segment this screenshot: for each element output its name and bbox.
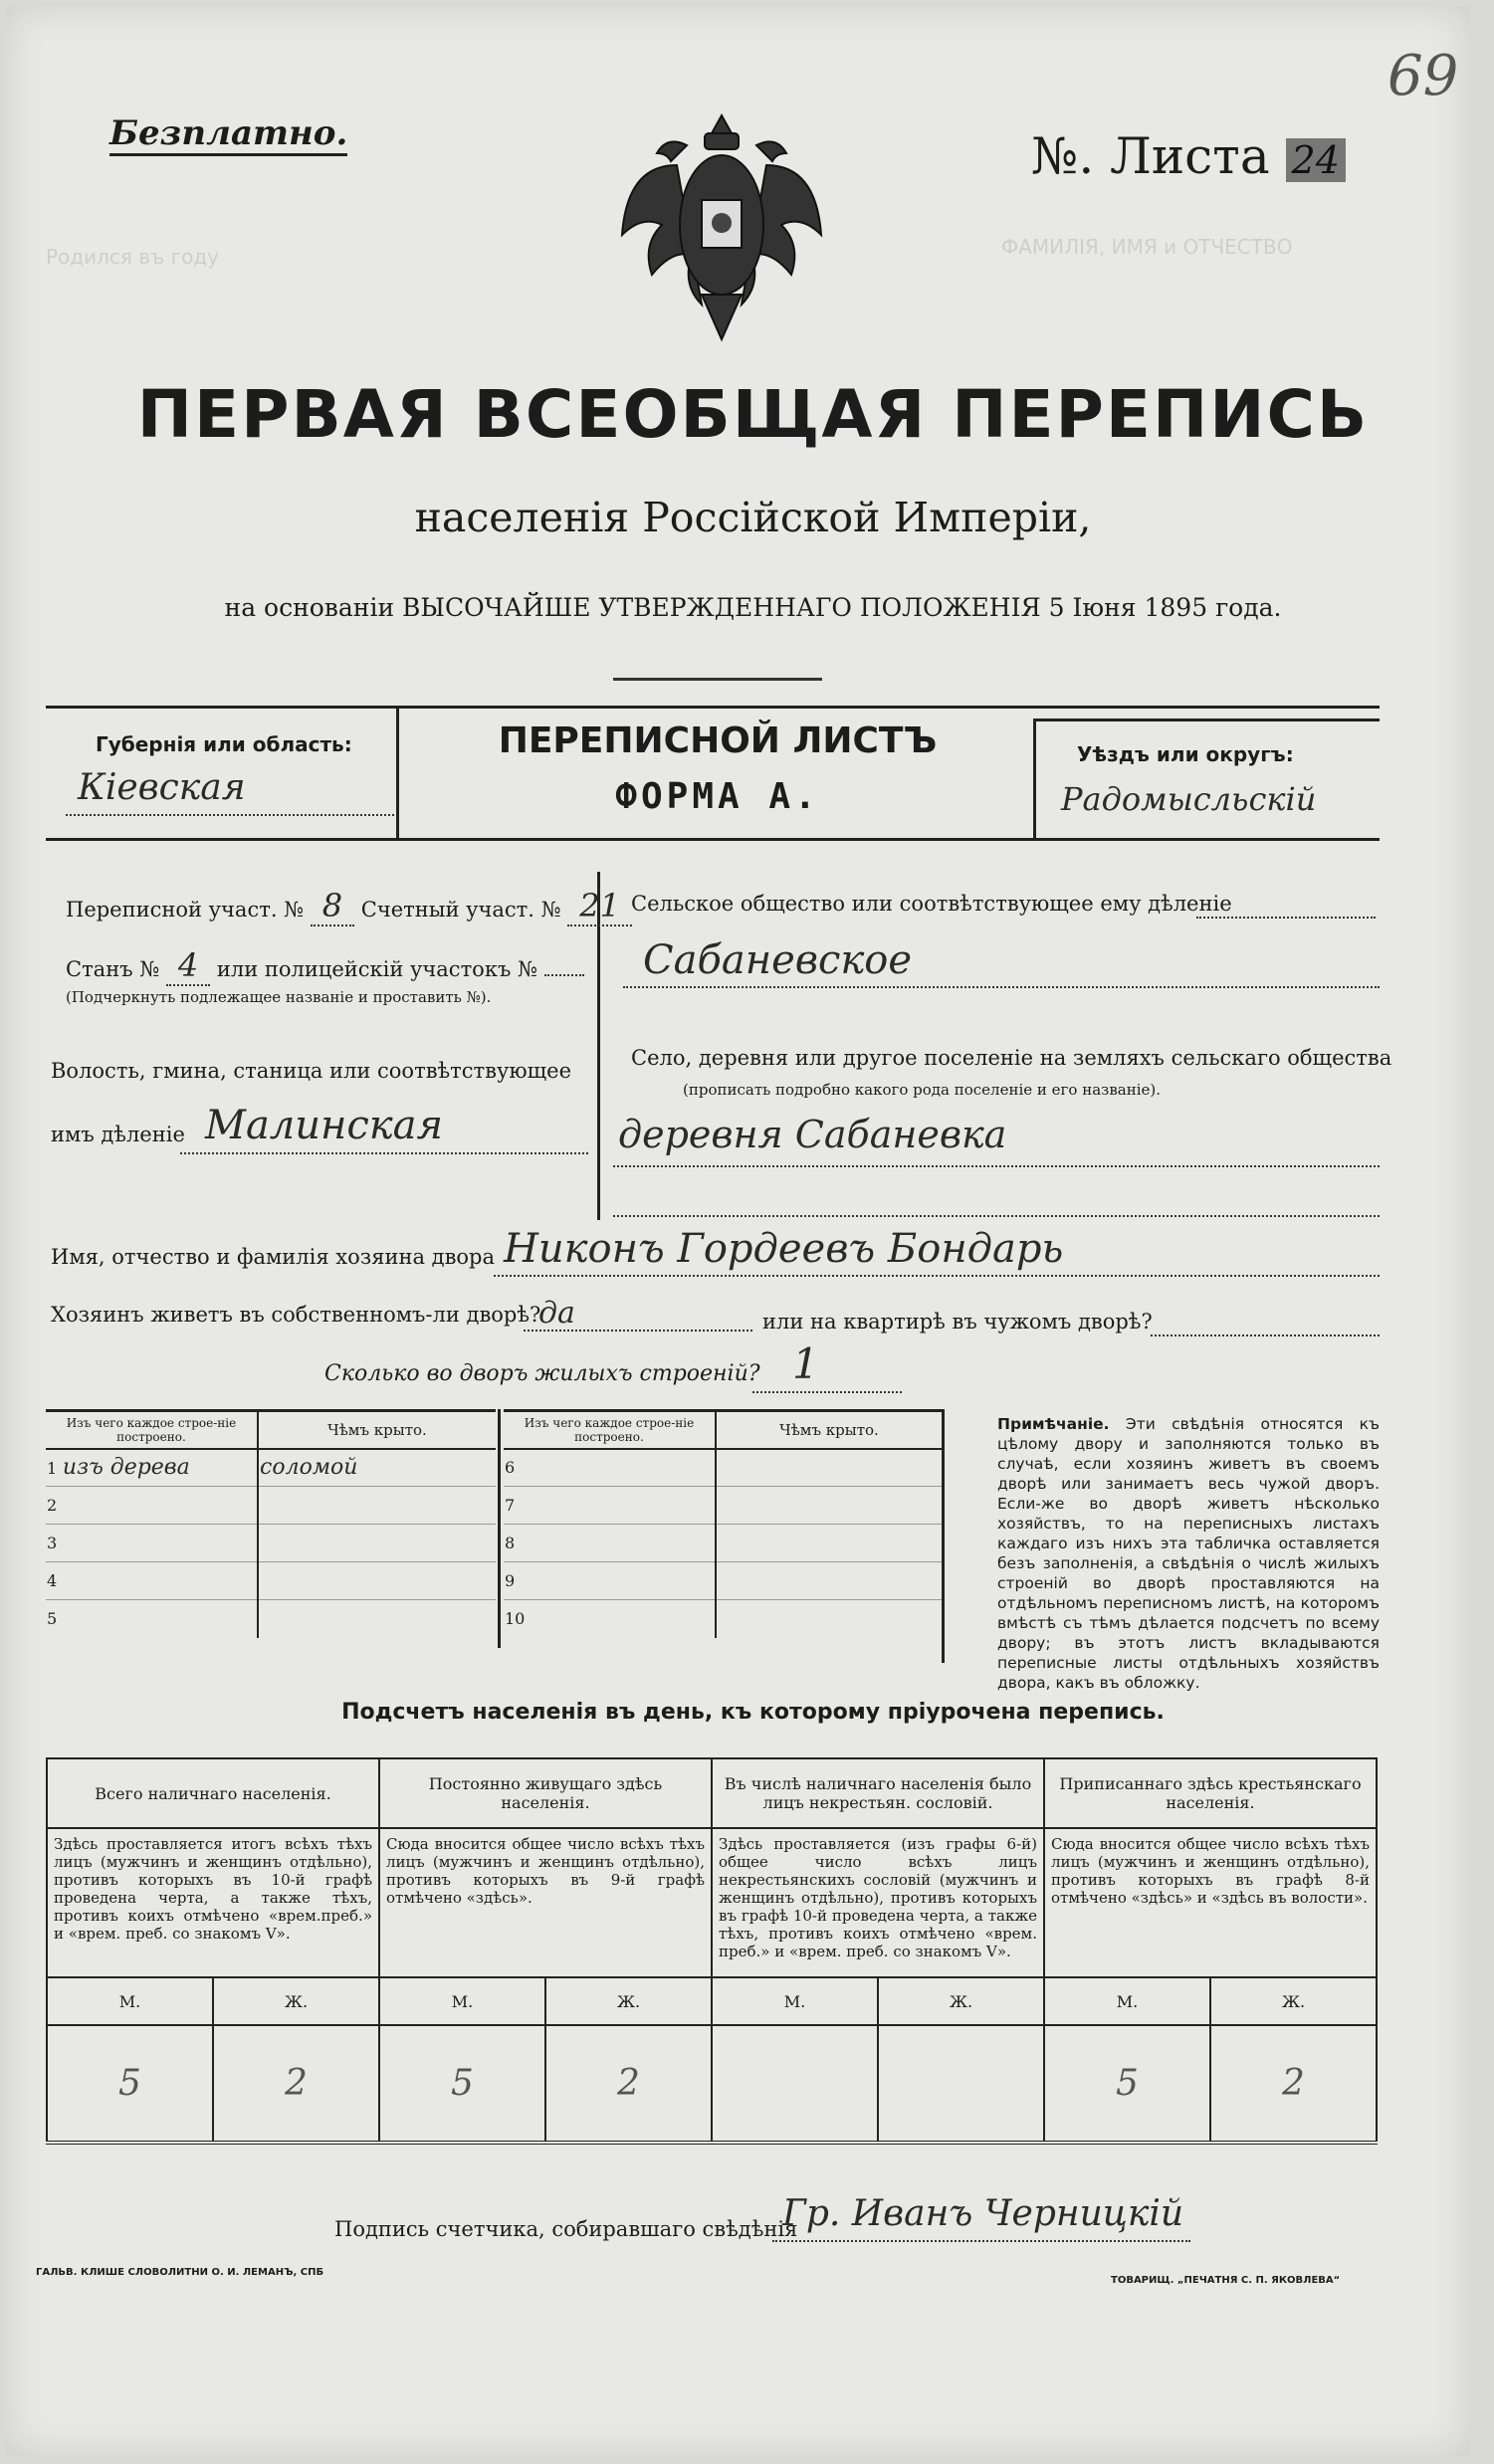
material-value: изъ дерева: [62, 1455, 190, 1481]
own-yard-line: [524, 1330, 752, 1332]
stan-row: [66, 946, 584, 984]
female-count: 2: [1210, 2025, 1377, 2143]
table-row: 6: [504, 1449, 942, 1487]
volost-line: [180, 1152, 588, 1154]
owner-value: Никонъ Гордеевъ Бондарь: [504, 1226, 1064, 1272]
female-header: Ж.: [878, 1977, 1044, 2025]
page-title: ПЕРВАЯ ВСЕОБЩАЯ ПЕРЕПИСЬ: [136, 376, 1370, 453]
note-title: Примѣчаніе.: [997, 1415, 1110, 1433]
rented-yard-line: [1151, 1335, 1380, 1336]
rural-society-label: Сельское общество или соотвѣтствующее ему дѣленіе: [631, 892, 1232, 916]
note-text: Эти свѣдѣнія относятся къ цѣлому двору и заполняются только въ случаѣ, если хозяинъ живетъ въ своемъ дворѣ или занимаетъ весь чужой дворъ. Если-же во дворѣ живетъ нѣсколько хозяйствъ, то на переписныхъ листахъ каждаго изъ нихъ эта табличка оставляется безъ заполненія, а свѣдѣнія о числѣ жилыхъ строеній во дворѣ проставляются на отдѣльномъ переписномъ листѣ, на которомъ вмѣстѣ съ тѣмъ дѣлается подсчетъ по всему двору; въ этотъ листъ вкладываются переписные листы отдѣльныхъ хозяйствъ двора, какъ въ обложку.: [997, 1415, 1380, 1692]
counting-section-value: 21: [567, 887, 632, 926]
table-row: 7: [504, 1487, 942, 1525]
buildings-table-divider: [942, 1409, 945, 1663]
legal-basis: на основаніи ВЫСОЧАЙШЕ УТВЕРЖДЕННАГО ПОЛОЖЕНІЯ 5 Іюня 1895 года.: [224, 593, 1282, 622]
rural-society-line: [1196, 917, 1376, 919]
table-row: 10: [504, 1600, 942, 1638]
free-label: Безплатно.: [109, 113, 347, 156]
table-row: 8: [504, 1525, 942, 1562]
stan-note: (Подчеркнуть подлежащее названіе и проставить №).: [66, 988, 492, 1006]
rural-society-value: Сабаневское: [643, 937, 913, 983]
guberniya-label: Губернія или область:: [96, 732, 352, 756]
census-section-label: Переписной участ. №: [66, 898, 305, 922]
female-header: Ж.: [1210, 1977, 1377, 2025]
header-divider: [1033, 719, 1036, 840]
female-count: 2: [213, 2025, 379, 2143]
page-subtitle: населенія Россійской Имперіи,: [414, 494, 1092, 541]
ornament-divider: [613, 678, 822, 681]
own-yard-value: да: [538, 1296, 575, 1331]
guberniya-value: Кіевская: [78, 767, 246, 808]
signature-line: [772, 2240, 1190, 2242]
settlement-line: [613, 1165, 1380, 1167]
material-header: Изъ чего каждое строе-ніе построено.: [504, 1411, 716, 1449]
count-title: Подсчетъ населенія въ день, къ которому пріурочена перепись.: [341, 1700, 1165, 1725]
settlement-label: Село, деревня или другое поселеніе на земляхъ сельскаго общества: [631, 1046, 1392, 1070]
bleed-through-text: ФАМИЛІЯ, ИМЯ и ОТЧЕСТВО: [1001, 235, 1293, 259]
stan-label: Станъ №: [66, 957, 160, 981]
own-yard-label: Хозяинъ живетъ въ собственномъ-ли дворѣ?: [51, 1303, 541, 1327]
sheet-number-label: №. Листа: [1031, 127, 1270, 185]
roof-header: Чѣмъ крыто.: [779, 1420, 879, 1439]
header-bottom-rule: [46, 838, 1380, 841]
material-header: Изъ чего каждое строе-ніе построено.: [46, 1411, 258, 1449]
census-section-value: 8: [311, 887, 354, 926]
page-number-handwritten: 69: [1387, 44, 1459, 108]
male-header: М.: [379, 1977, 545, 2025]
table-row: 3: [46, 1525, 496, 1562]
rural-society-line-2: [623, 986, 1380, 988]
settlement-value: деревня Сабаневка: [618, 1113, 1007, 1156]
counting-section-label: Счетный участ. №: [360, 898, 561, 922]
roof-value: соломой: [260, 1455, 358, 1481]
count-col-description: Сюда вносится общее число всѣхъ тѣхъ лицъ (мужчинъ и женщинъ отдѣльно), противъ которыхъ въ графѣ 8-й отмѣчено «здѣсь» и «здѣсь въ волости».: [1044, 1828, 1377, 1977]
male-count: [712, 2025, 878, 2143]
header-divider: [396, 706, 399, 840]
roof-header: Чѣмъ крыто.: [327, 1420, 427, 1439]
settlement-line-2: [613, 1215, 1380, 1217]
female-count: [878, 2025, 1044, 2143]
sheet-number-value: 24: [1286, 138, 1346, 182]
volost-label: Волость, гмина, станица или соотвѣтствующее: [51, 1059, 572, 1083]
female-header: Ж.: [545, 1977, 712, 2025]
population-count-table: [46, 1757, 1378, 2145]
header-divider: [1033, 719, 1380, 721]
buildings-table-left: [46, 1409, 496, 1638]
buildings-table-right: [504, 1409, 942, 1638]
police-section-value: [544, 974, 584, 976]
buildings-count-line: [752, 1391, 902, 1393]
male-count: 5: [47, 2025, 213, 2143]
police-section-label: или полицейскій участокъ №: [216, 957, 537, 981]
volost-label-b: имъ дѣленіе: [51, 1123, 185, 1146]
buildings-count-label: Сколько во дворъ жилыхъ строеній?: [324, 1361, 760, 1386]
note-block: [997, 1414, 1380, 1693]
sheet-number: [1031, 127, 1346, 185]
table-row: 2: [46, 1487, 496, 1525]
census-sheet: [6, 6, 1469, 2456]
footer-right: ТОВАРИЩ. „ПЕЧАТНЯ С. П. ЯКОВЛЕВА“: [1111, 2275, 1341, 2286]
imperial-eagle-icon: [617, 105, 826, 349]
buildings-count-value: 1: [792, 1339, 819, 1388]
female-count: 2: [545, 2025, 712, 2143]
uezd-value: Радомысльскій: [1061, 780, 1317, 818]
uezd-label: Уѣздъ или округъ:: [1077, 742, 1294, 766]
male-header: М.: [47, 1977, 213, 2025]
count-col-header: Постоянно живущаго здѣсь населенія.: [379, 1758, 712, 1828]
count-col-header: Всего наличнаго населенія.: [47, 1758, 379, 1828]
form-type: ФОРМА А.: [615, 776, 820, 817]
table-row: 5: [46, 1600, 496, 1638]
header-top-rule: [46, 706, 1380, 709]
signature-value: Гр. Иванъ Черницкій: [782, 2193, 1184, 2234]
male-header: М.: [1044, 1977, 1210, 2025]
table-row: 9: [504, 1562, 942, 1600]
count-col-description: Здѣсь проставляется (изъ графы 6-й) общее число всѣхъ лицъ некрестьянскихъ сословій (мужчинъ и женщинъ отдѣльно), противъ которыхъ въ графѣ 10-й проведена черта, а также тѣхъ, противъ коихъ отмѣчено «врем. преб.» и «врем. преб. со знакомъ V».: [712, 1828, 1044, 1977]
table-row: 1 изъ дерева соломой: [46, 1449, 496, 1487]
census-section-row: [66, 887, 632, 924]
buildings-table-divider: [498, 1409, 501, 1648]
rented-yard-label: или на квартирѣ въ чужомъ дворѣ?: [762, 1310, 1153, 1334]
bleed-through-text: Родился въ году: [46, 245, 219, 269]
owner-line: [494, 1275, 1380, 1277]
owner-label: Имя, отчество и фамилія хозяина двора: [51, 1245, 496, 1269]
male-count: 5: [379, 2025, 545, 2143]
count-col-description: Здѣсь проставляется итогъ всѣхъ тѣхъ лицъ (мужчинъ и женщинъ отдѣльно), противъ которыхъ въ 10-й графѣ проведена черта, а также тѣхъ, противъ коихъ отмѣчено «врем.преб.» и «врем. преб. со знакомъ V».: [47, 1828, 379, 1977]
male-header: М.: [712, 1977, 878, 2025]
male-count: 5: [1044, 2025, 1210, 2143]
stan-value: 4: [166, 946, 210, 986]
table-row: 4: [46, 1562, 496, 1600]
count-col-header: Приписаннаго здѣсь крестьянскаго населенія.: [1044, 1758, 1377, 1828]
footer-left: ГАЛЬВ. КЛИШЕ СЛОВОЛИТНИ О. И. ЛЕМАНЪ, СПБ: [36, 2267, 324, 2278]
count-col-header: Въ числѣ наличнаго населенія было лицъ некрестьян. сословій.: [712, 1758, 1044, 1828]
settlement-note: (прописать подробно какого рода поселеніе и его названіе).: [683, 1081, 1161, 1099]
volost-value: Малинская: [205, 1103, 444, 1148]
count-col-description: Сюда вносится общее число всѣхъ тѣхъ лицъ (мужчинъ и женщинъ отдѣльно), противъ которыхъ въ 9-й графѣ отмѣчено «здѣсь».: [379, 1828, 712, 1977]
form-title: ПЕРЕПИСНОЙ ЛИСТЪ: [498, 720, 938, 761]
guberniya-line: [66, 814, 394, 816]
signature-label: Подпись счетчика, собиравшаго свѣдѣнія: [334, 2217, 798, 2241]
female-header: Ж.: [213, 1977, 379, 2025]
